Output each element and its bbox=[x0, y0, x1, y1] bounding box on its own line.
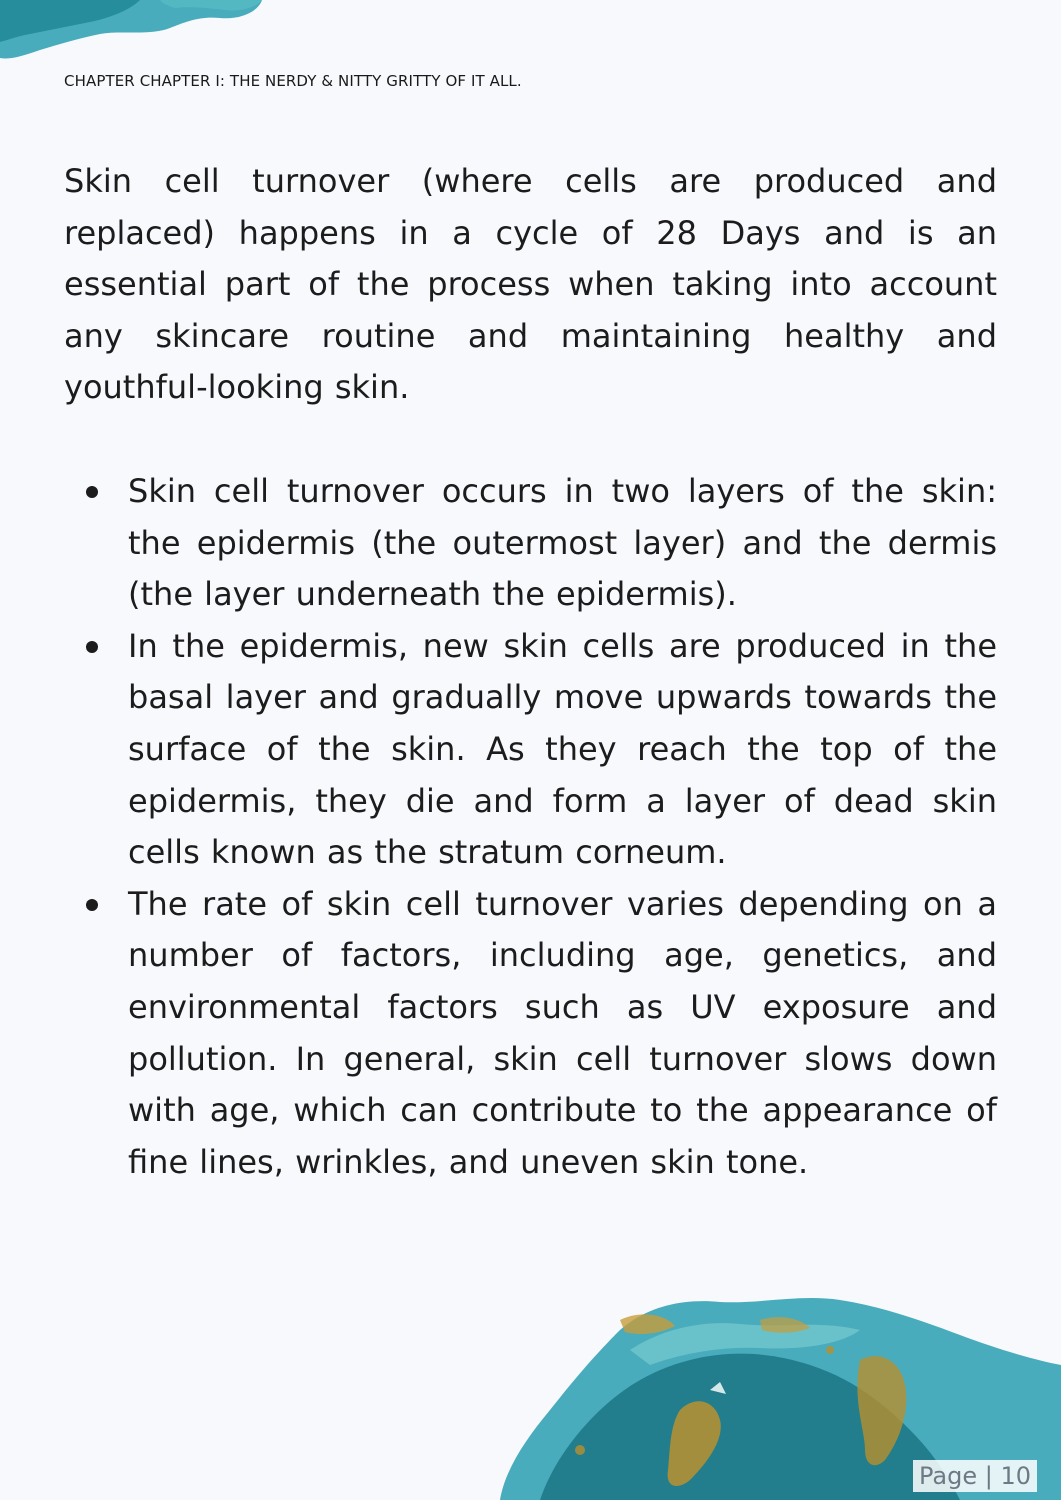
list-item bbox=[128, 466, 997, 621]
list-item-text: Skin cell turnover occurs in two layers of the skin: the epidermis (the outermost layer) and the dermis (the layer underneath the epidermis). bbox=[128, 472, 997, 614]
list-item-text: In the epidermis, new skin cells are produced in the basal layer and gradually move upwards towards the surface of the skin. As they reach the top of the epidermis, they die and form a layer of dead skin cells known as the stratum corneum. bbox=[128, 626, 997, 872]
bullet-list bbox=[128, 466, 997, 1188]
bullet-icon bbox=[86, 899, 98, 911]
intro-paragraph: Skin cell turnover (where cells are produced and replaced) happens in a cycle of 28 Days and is an essential part of the process when taking into account any skincare routine and maintaining healthy and youthful-looking skin. bbox=[64, 162, 997, 407]
list-item bbox=[128, 621, 997, 879]
page-number: Page | 10 bbox=[913, 1460, 1037, 1492]
bullet-icon bbox=[86, 641, 98, 653]
watercolor-decoration-top bbox=[0, 0, 280, 80]
chapter-header: CHAPTER CHAPTER I: THE NERDY & NITTY GRITTY OF IT ALL. bbox=[64, 72, 522, 90]
list-item bbox=[128, 879, 997, 1189]
list-item-text: The rate of skin cell turnover varies depending on a number of factors, including age, genetics, and environmental factors such as UV exposure and pollution. In general, skin cell turnover slows down with age, which can contribute to the appearance of fine lines, wrinkles, and uneven skin tone. bbox=[128, 884, 997, 1181]
bullet-icon bbox=[86, 486, 98, 498]
